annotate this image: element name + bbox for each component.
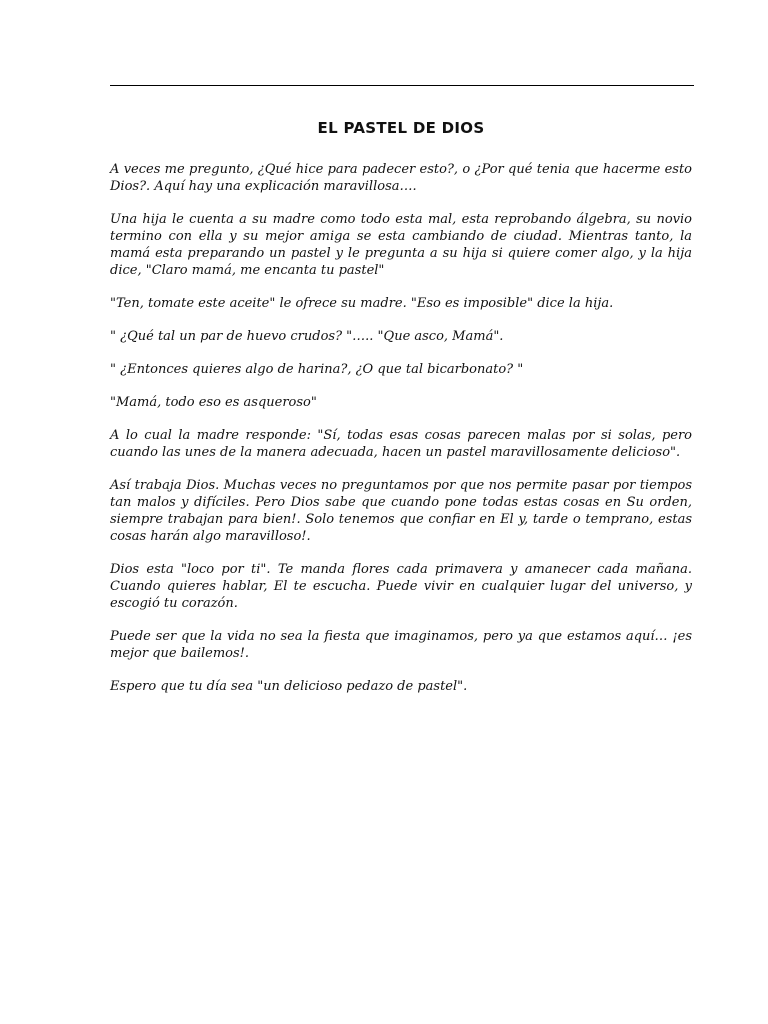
- paragraph-intro: A veces me pregunto, ¿Qué hice para padecer esto?, o ¿Por qué tenia que hacerme esto Dios?. Aquí hay una explicación maravillosa….: [110, 162, 692, 194]
- paragraph-closing: Espero que tu día sea "un delicioso pedazo de pastel".: [110, 679, 468, 694]
- document-body: [110, 118, 692, 711]
- paragraph-story: Una hija le cuenta a su madre como todo esta mal, esta reprobando álgebra, su novio termino con ella y su mejor amiga se esta cambiando de ciudad. Mientras tanto, la mamá esta preparando un pastel y le pregunta a su hija si quiere comer algo, y la hija dice, "Claro mamá, me encanta tu pastel": [110, 212, 692, 278]
- paragraph-god-works: Así trabaja Dios. Muchas veces no preguntamos por que nos permite pasar por tiempos tan malos y difíciles. Pero Dios sabe que cuando pone todas estas cosas en Su orden, siempre trabajan para bien!. Solo tenemos que confiar en El y, tarde o temprano, estas cosas harán algo maravilloso!.: [110, 478, 692, 544]
- paragraph-disgusting: "Mamá, todo eso es asqueroso": [110, 395, 317, 410]
- paragraph-mother-reply: A lo cual la madre responde: "Sí, todas esas cosas parecen malas por si solas, pero cuando las unes de la manera adecuada, hacen un pastel maravillosamente delicioso".: [110, 428, 692, 460]
- paragraph-crazy-for-you: Dios esta "loco por ti". Te manda flores cada primavera y amanecer cada mañana. Cuando quieres hablar, El te escucha. Puede vivir en cualquier lugar del universo, y escogió tu corazón.: [110, 562, 692, 611]
- document-title: EL PASTEL DE DIOS: [317, 119, 485, 137]
- paragraph-flour: " ¿Entonces quieres algo de harina?, ¿O que tal bicarbonato? ": [110, 362, 524, 377]
- paragraph-dance: Puede ser que la vida no sea la fiesta que imaginamos, pero ya que estamos aquí… ¡es mejor que bailemos!.: [110, 629, 692, 661]
- paragraph-oil: "Ten, tomate este aceite" le ofrece su madre. "Eso es imposible" dice la hija.: [110, 296, 614, 311]
- paragraph-eggs: " ¿Qué tal un par de huevo crudos? "….. "Que asco, Mamá".: [110, 329, 504, 344]
- header-rule: [110, 85, 694, 86]
